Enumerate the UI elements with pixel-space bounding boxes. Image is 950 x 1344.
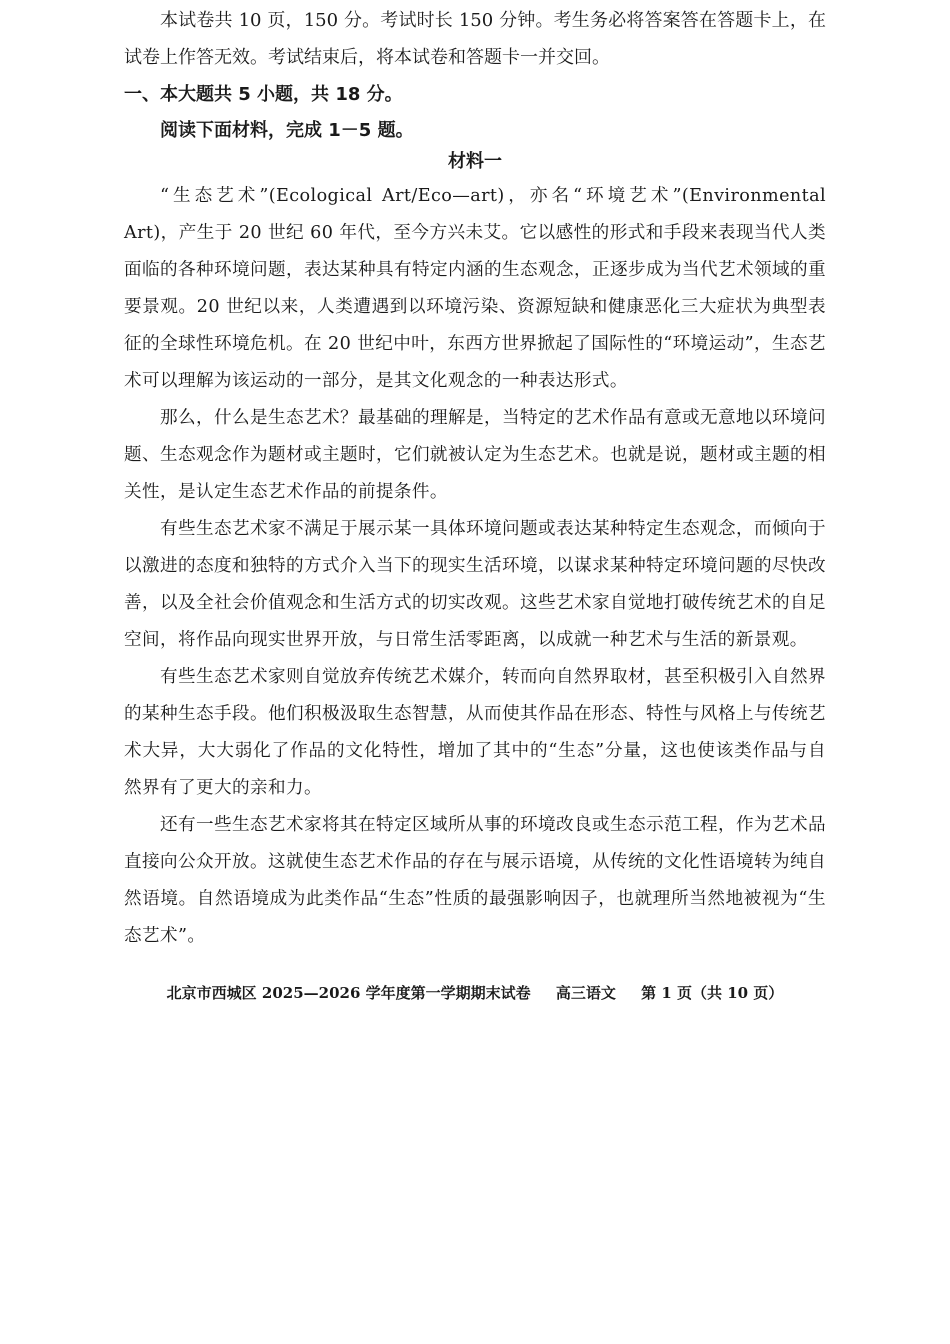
- footer-exam-title: 北京市西城区 2025—2026 学年度第一学期期末试卷: [166, 984, 531, 1002]
- footer-subject: 高三语文: [555, 984, 616, 1002]
- material-paragraph: 有些生态艺术家则自觉放弃传统艺术媒介，转而向自然界取材，甚至积极引入自然界的某种生态手段。他们积极汲取生态智慧，从而使其作品在形态、特性与风格上与传统艺术大异，大大弱化了作品的文化特性，增加了其中的“生态”分量，这也使该类作品与自然界有了更大的亲和力。: [124, 667, 826, 798]
- exam-instructions: 本试卷共 10 页，150 分。考试时长 150 分钟。考生务必将答案答在答题卡上，在试卷上作答无效。考试结束后，将本试卷和答题卡一并交回。: [124, 10, 826, 68]
- section-heading: 一、本大题共 5 小题，共 18 分。: [124, 84, 403, 105]
- material-paragraph: 还有一些生态艺术家将其在特定区域所从事的环境改良或生态示范工程，作为艺术品直接向公众开放。这就使生态艺术作品的存在与展示语境，从传统的文化性语境转为纯自然语境。自然语境成为此类作品“生态”性质的最强影响因子，也就理所当然地被视为“生态艺术”。: [124, 815, 826, 946]
- reading-prompt: 阅读下面材料，完成 1－5 题。: [160, 120, 414, 141]
- material-body: [124, 178, 826, 955]
- material-paragraph: 有些生态艺术家不满足于展示某一具体环境问题或表达某种特定生态观念，而倾向于以激进的态度和独特的方式介入当下的现实生活环境，以谋求某种特定环境问题的尽快改善，以及全社会价值观念和生活方式的切实改观。这些艺术家自觉地打破传统艺术的自足空间，将作品向现实世界开放，与日常生活零距离，以成就一种艺术与生活的新景观。: [124, 519, 826, 650]
- material-paragraph: 那么，什么是生态艺术？最基础的理解是，当特定的艺术作品有意或无意地以环境问题、生态观念作为题材或主题时，它们就被认定为生态艺术。也就是说，题材或主题的相关性，是认定生态艺术作品的前提条件。: [124, 408, 826, 502]
- page-footer: [0, 980, 950, 1006]
- material-title: 材料一: [448, 151, 502, 172]
- material-paragraph: “生态艺术”(Ecological Art/Eco—art)，亦名“环境艺术”(Environmental Art)，产生于 20 世纪 60 年代，至今方兴未艾。它以感性的形式和手段来表现当代人类面临的各种环境问题，表达某种具有特定内涵的生态观念，正逐步成为当代艺术领域的重要景观。20 世纪以来，人类遭遇到以环境污染、资源短缺和健康恶化三大症状为典型表征的全球性环境危机。在 20 世纪中叶，东西方世界掀起了国际性的“环境运动”，生态艺术可以理解为该运动的一部分，是其文化观念的一种表达形式。: [124, 186, 826, 391]
- footer-page-number: 第 1 页（共 10 页）: [641, 984, 784, 1002]
